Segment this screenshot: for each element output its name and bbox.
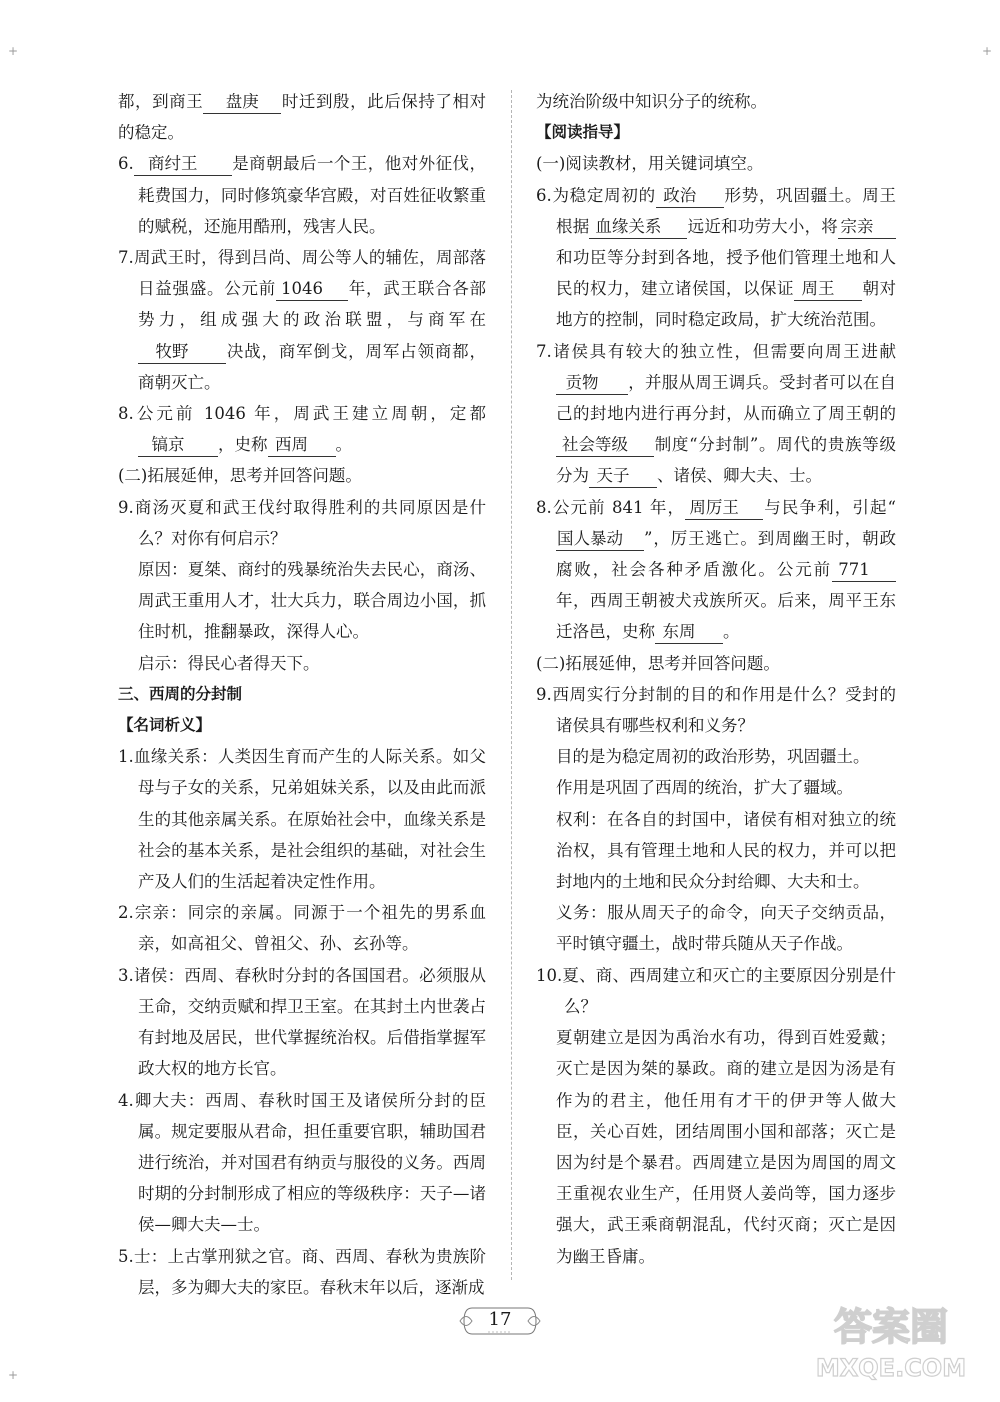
watermark-title: 答案圈 — [833, 1305, 949, 1349]
term-3: 3.诸侯：西周、春秋时分封的各国国君。必须服从王命，交纳贡赋和捍卫王室。在其封土内世袭占有封地及居民，世代掌握统治权。后借指掌握军政大权的地方长官。 — [118, 965, 486, 1079]
answer-duties: 义务：服从周天子的命令，向天子交纳贡品，平时镇守疆土，战时带兵随从天子作战。 — [556, 903, 896, 954]
column-divider — [511, 90, 512, 1280]
terms-heading: 【名词析义】 — [118, 716, 212, 735]
text: 是商朝最后一个王，他对外征伐，耗费国力，同时修筑豪华宫殿，对百姓征收繁重的赋税，还施用酷刑，残害人民。 — [138, 154, 486, 236]
text: 时迁到殷，此后保持了相对的稳定。 — [118, 92, 487, 143]
question-8 — [118, 398, 486, 460]
text: 7.周武王时，得到吕尚、周公等人的辅佐，周部落日益强盛。公元前 — [118, 248, 486, 299]
answer-blank: 贡物 — [556, 372, 628, 395]
watermark-logo — [796, 1294, 986, 1384]
answer-blank: 血缘关系 — [589, 216, 687, 239]
crop-mark-icon: + — [8, 1368, 19, 1382]
extension-heading: (二)拓展延伸，思考并回答问题。 — [118, 466, 362, 486]
term-5: 5.士：上古掌刑狱之官。商、西周、春秋为贵族阶层，多为卿大夫的家臣。春秋末年以后，逐渐成 — [118, 1246, 486, 1297]
text: 8.公元前 841 年， — [536, 497, 686, 517]
answer-blank: 社会等级 — [556, 434, 654, 457]
text: 决战，商军倒戈，周军占领商都，商朝灭亡。 — [138, 341, 486, 392]
text: 、诸侯、卿大夫、士。 — [657, 466, 822, 486]
text: 6.为稳定周初的 — [536, 185, 656, 205]
text: 都，到商王 — [118, 92, 204, 111]
subsection-heading: (一)阅读教材，用关键词填空。 — [536, 154, 764, 174]
paragraph-continuation — [118, 86, 486, 148]
term-2: 2.宗亲：同宗的亲属。同源于一个祖先的男系血亲，如高祖父、曾祖父、孙、玄孙等。 — [118, 903, 486, 954]
reading-guide-heading: 【阅读指导】 — [536, 123, 630, 142]
answer-insight: 启示：得民心者得天下。 — [138, 653, 320, 673]
answer-effect: 作用是巩固了西周的统治，扩大了疆域。 — [556, 778, 853, 798]
text: ，并服从周王调兵。受封者可以在自己的封地内进行再分封，从而确立了周王朝的 — [556, 372, 896, 424]
answer-blank: 1046 — [276, 278, 348, 301]
text: ，史称 — [218, 435, 268, 455]
paragraph-continuation: 为统治阶级中知识分子的统称。 — [536, 92, 767, 111]
answer-blank: 周王 — [794, 278, 862, 301]
text: 形势，巩固疆土。周王根据 — [556, 185, 897, 236]
answer-blank: 政治 — [656, 185, 724, 208]
answer-blank: 西周 — [268, 434, 336, 457]
answer-blank: 周厉王 — [685, 497, 763, 520]
question-7 — [118, 242, 486, 398]
subsection-heading: (二)拓展延伸，思考并回答问题。 — [536, 653, 780, 673]
text: 与民争利，引起“ — [763, 497, 896, 517]
answer-purpose: 目的是为稳定周初的政治形势，巩固疆土。 — [556, 747, 870, 767]
left-column — [118, 86, 486, 1303]
question-9: 9.商汤灭夏和武王伐纣取得胜利的共同原因是什么？对你有何启示？ — [118, 497, 486, 548]
answer-reason: 原因：夏桀、商纣的残暴统治失去民心，商汤、周武王重用人才，壮大兵力，联合周边小国，抓住时机，推翻暴政，深得人心。 — [138, 560, 486, 642]
text: 。 — [335, 435, 352, 455]
answer-blank: 天子 — [589, 465, 657, 488]
question-9: 9.西周实行分封制的目的和作用是什么？受封的诸侯具有哪些权利和义务？ — [536, 684, 896, 736]
answer-blank: 东周 — [655, 621, 723, 644]
text: 7.诸侯具有较大的独立性，但需要向周王进献 — [536, 341, 896, 361]
question-6 — [536, 180, 896, 336]
answer-rights: 权利：在各自的封国中，诸侯有相对独立的统治权，具有管理土地和人民的权力，并可以把封地内的土地和民众分封给卿、大夫和士。 — [556, 809, 896, 892]
watermark-url: MXQE.COM — [815, 1354, 967, 1382]
question-8 — [536, 492, 896, 648]
answer-blank: 盘庚 — [203, 91, 281, 114]
text: 年，西周王朝被犬戎族所灭。后来，周平王东迁洛邑，史称 — [556, 591, 896, 642]
term-4: 4.卿大夫：西周、春秋时国王及诸侯所分封的臣属。规定要服从君命，担任重要官职，辅助国君进行统治，并对国君有纳贡与服役的义务。西周时期的分封制形成了相应的等级秩序：天子—诸侯—卿大夫—士。 — [118, 1090, 486, 1235]
answer-blank: 771 — [832, 559, 896, 582]
text: 远近和功劳大小，将 — [687, 216, 839, 236]
text: 和功臣等分封到各地，授予他们管理土地和人民的权力，建立诸侯国，以保证 — [556, 248, 896, 299]
question-number: 6. — [118, 154, 134, 174]
text: 制度“分封制”。周代的贵族等级分为 — [556, 435, 896, 486]
answer-10: 夏朝建立是因为禹治水有功，得到百姓爱戴；灭亡是因为桀的暴政。商的建立是因为汤是有作为的君主，他任用有才干的伊尹等人做大臣，关心百姓，团结周围小国和部落；灭亡是因为纣是个暴君。西周建立是因为周国的周文王重视农业生产，任用贤人姜尚等，国力逐步强大，武王乘商朝混乱，代纣灭商；灭亡是因为幽王昏庸。 — [556, 1028, 896, 1266]
answer-blank: 宗亲 — [838, 216, 896, 239]
answer-blank: 国人暴动 — [556, 528, 644, 551]
question-10: 10.夏、商、西周建立和灭亡的主要原因分别是什么？ — [536, 965, 896, 1016]
question-6 — [118, 148, 486, 242]
right-column — [536, 86, 896, 1272]
text: ”，厉王逃亡。到周幽王时，朝政腐败，社会各种矛盾激化。公元前 — [556, 528, 896, 580]
answer-blank: 商纣王 — [134, 153, 232, 176]
text: 年，武王联合各部势力，组成强大的政治联盟，与商军在 — [138, 279, 486, 330]
crop-mark-icon: + — [981, 44, 992, 58]
text: 朝对地方的控制，同时稳定政局，扩大统治范围。 — [556, 279, 896, 330]
answer-blank: 牧野 — [138, 341, 226, 364]
term-1: 1.血缘关系：人类因生育而产生的人际关系。如父母与子女的关系，兄弟姐妹关系，以及由此而派生的其他亲属关系。在原始社会中，血缘关系是社会的基本关系，是社会组织的基础，对社会生产及人们的生活起着决定性作用。 — [118, 747, 486, 892]
section-title: 三、西周的分封制 — [118, 684, 243, 703]
crop-mark-icon: + — [8, 44, 19, 58]
text: 。 — [723, 622, 740, 642]
page-number-text: 17 — [488, 1309, 512, 1330]
answer-blank: 镐京 — [138, 434, 218, 457]
question-7 — [536, 336, 896, 492]
page-number — [458, 1302, 542, 1340]
text: 8.公元前 1046 年，周武王建立周朝，定都 — [118, 404, 486, 424]
